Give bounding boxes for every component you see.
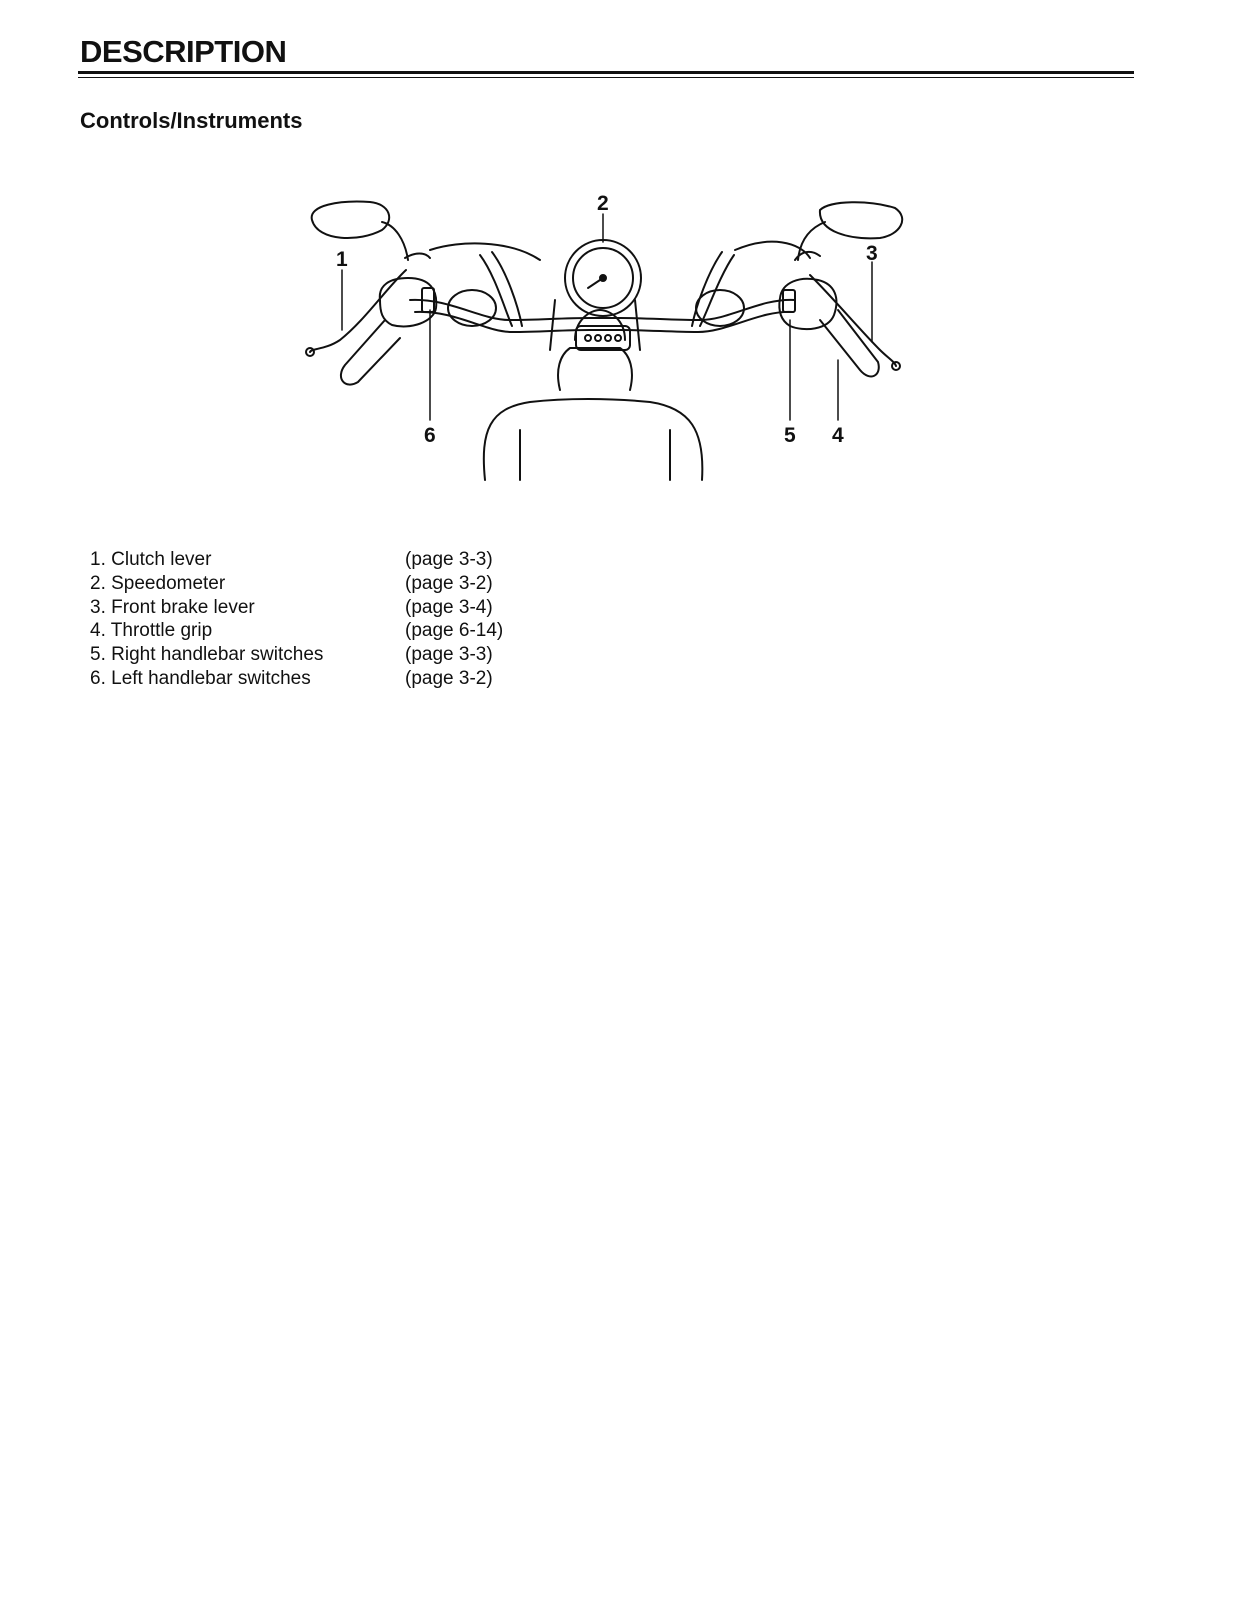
legend-page-ref: (page 3-3) xyxy=(405,549,493,570)
right-switch-housing xyxy=(779,279,836,329)
handlebar-illustration xyxy=(290,180,930,490)
header-rule-thick xyxy=(78,71,1134,74)
legend-label: 5. Right handlebar switches xyxy=(90,644,324,666)
left-switch-housing xyxy=(380,278,437,326)
callout-2: 2 xyxy=(597,192,609,215)
legend-item xyxy=(90,667,690,691)
legend-page-ref: (page 6-14) xyxy=(405,620,504,642)
right-turn-signal xyxy=(696,290,744,326)
clutch-lever xyxy=(310,270,406,352)
legend-label: 2. Speedometer xyxy=(90,572,226,594)
left-grip xyxy=(341,320,400,385)
left-mirror xyxy=(312,202,390,238)
legend-page-ref: (page 3-4) xyxy=(405,596,493,618)
legend-label: 1. Clutch lever xyxy=(90,549,212,570)
subsection-title: Controls/Instruments xyxy=(80,108,303,133)
throttle-grip xyxy=(820,310,879,376)
callout-4: 4 xyxy=(832,424,844,447)
legend-label: 4. Throttle grip xyxy=(90,620,213,642)
legend-item xyxy=(90,572,690,596)
front-brake-lever xyxy=(810,275,896,366)
legend-label: 3. Front brake lever xyxy=(90,596,255,618)
legend-page-ref: (page 3-3) xyxy=(405,644,493,666)
legend-item xyxy=(90,596,690,620)
header-rule-thin xyxy=(78,77,1134,78)
callout-5: 5 xyxy=(784,424,796,447)
section-title: DESCRIPTION xyxy=(80,34,287,69)
legend-label: 6. Left handlebar switches xyxy=(90,667,311,689)
legend-page-ref: (page 3-2) xyxy=(405,572,493,594)
handlebar-drawing xyxy=(290,180,930,490)
legend-item xyxy=(90,548,690,572)
parts-legend xyxy=(90,548,690,691)
legend-page-ref: (page 3-2) xyxy=(405,667,493,689)
legend-item xyxy=(90,619,690,643)
callout-3: 3 xyxy=(866,242,878,265)
callout-1: 1 xyxy=(336,248,348,271)
left-turn-signal xyxy=(448,290,496,326)
right-mirror xyxy=(820,202,902,238)
callout-6: 6 xyxy=(424,424,436,447)
legend-item xyxy=(90,643,690,667)
